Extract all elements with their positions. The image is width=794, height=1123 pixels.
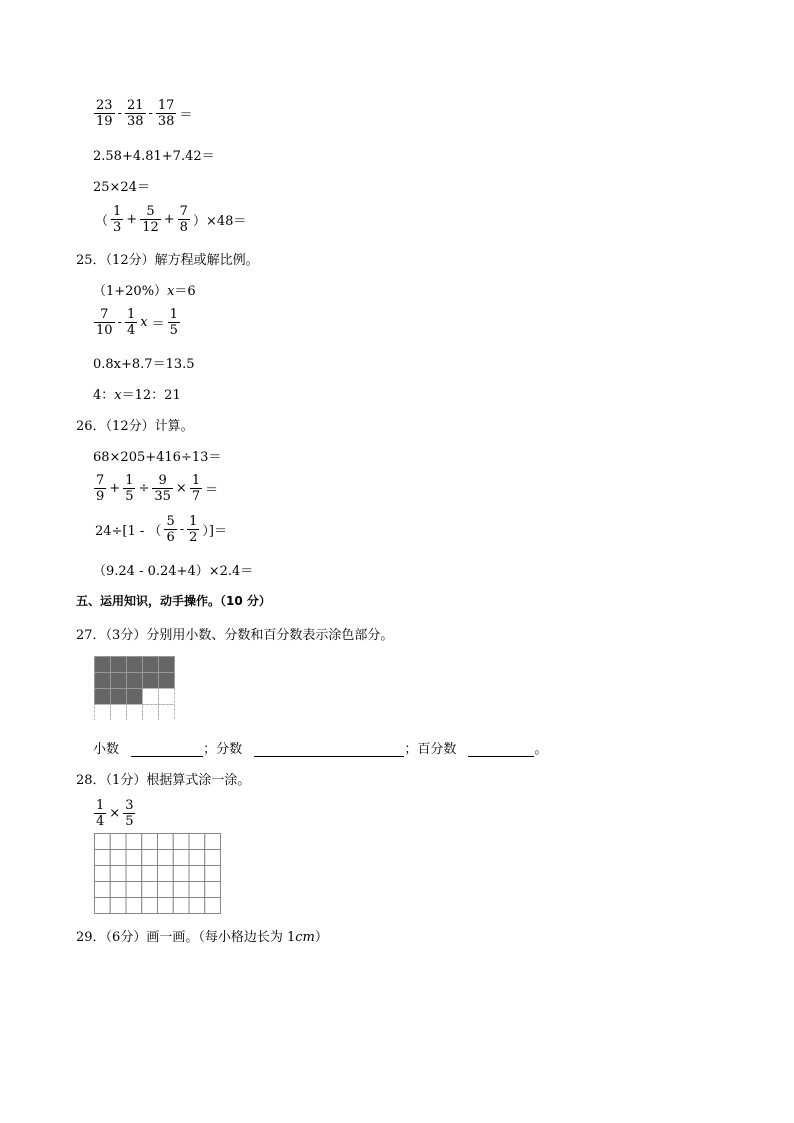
shaded-cell	[127, 689, 143, 705]
paren-close: ）×48＝	[192, 214, 247, 229]
operator: +	[109, 481, 121, 496]
q25-eq4	[93, 384, 181, 403]
eq-part: 4：	[93, 388, 115, 403]
empty-cell	[95, 705, 111, 721]
grid-cell[interactable]	[126, 898, 142, 914]
denominator: 7	[191, 489, 201, 504]
percent-blank[interactable]	[468, 742, 534, 757]
numerator: 17	[157, 98, 175, 113]
section-title: 五、运用知识，动手操作。（10 分）	[76, 594, 271, 608]
q28-expr	[93, 798, 136, 829]
operator: -	[117, 315, 122, 330]
q24-expr4	[93, 204, 248, 235]
variable: x	[114, 388, 122, 403]
fraction	[190, 473, 202, 504]
eq-part: ＝12：21	[121, 388, 181, 403]
grid-cell[interactable]	[189, 866, 205, 882]
denominator: 4	[126, 323, 136, 338]
numerator: 1	[125, 473, 134, 488]
grid-cell[interactable]	[173, 850, 189, 866]
fraction-blank[interactable]	[254, 742, 404, 757]
variable: x	[167, 284, 175, 299]
grid-cell[interactable]	[158, 850, 174, 866]
period: 。	[534, 742, 548, 757]
grid-cell[interactable]	[95, 898, 111, 914]
grid-cell[interactable]	[158, 866, 174, 882]
numerator: 1	[126, 307, 136, 322]
fraction	[94, 307, 115, 338]
grid-cell[interactable]	[173, 866, 189, 882]
grid-cell[interactable]	[126, 834, 142, 850]
grid-cell[interactable]	[126, 882, 142, 898]
grid-cell[interactable]	[95, 834, 111, 850]
numerator: 7	[96, 473, 105, 488]
q27-answer-line	[93, 738, 547, 757]
shaded-cell	[143, 657, 159, 673]
grid-cell[interactable]	[189, 850, 205, 866]
q24-expr3: 25×24＝	[93, 180, 150, 195]
grid-cell[interactable]	[205, 834, 221, 850]
numerator: 7	[179, 204, 188, 219]
numerator: 3	[125, 798, 134, 813]
numerator: 21	[126, 98, 144, 113]
fraction	[123, 473, 135, 504]
grid-cell[interactable]	[173, 898, 189, 914]
fraction	[140, 204, 161, 235]
denominator: 35	[154, 489, 171, 504]
denominator: 9	[96, 489, 105, 504]
unit: cm	[295, 930, 315, 945]
operator: +	[126, 212, 138, 227]
shaded-cell	[127, 657, 143, 673]
grid-cell[interactable]	[142, 834, 158, 850]
empty-cell	[127, 705, 143, 721]
eq-part: （1+20%）	[93, 284, 168, 299]
denominator: 3	[113, 220, 122, 235]
q26-expr4: （9.24 - 0.24+4）×2.4＝	[93, 564, 254, 579]
empty-cell	[159, 705, 175, 721]
numerator: 1	[169, 307, 178, 322]
fraction	[156, 98, 177, 129]
denominator: 5	[169, 323, 178, 338]
grid-cell[interactable]	[158, 882, 174, 898]
numerator: 23	[96, 98, 113, 113]
fraction	[125, 307, 137, 338]
grid-cell[interactable]	[158, 898, 174, 914]
shaded-cell	[127, 673, 143, 689]
eq-part: 24÷[1 - （	[95, 524, 162, 539]
grid-cell[interactable]	[205, 866, 221, 882]
grid-cell[interactable]	[205, 898, 221, 914]
shaded-grid	[94, 656, 176, 720]
denominator: 6	[166, 530, 175, 545]
grid-cell[interactable]	[110, 850, 126, 866]
fraction	[178, 204, 190, 235]
numerator: 1	[189, 514, 198, 529]
grid-cell[interactable]	[95, 882, 111, 898]
fraction	[123, 798, 135, 829]
shaded-cell	[111, 673, 127, 689]
grid-cell[interactable]	[110, 882, 126, 898]
grid-cell[interactable]	[142, 898, 158, 914]
grid-cell[interactable]	[95, 850, 111, 866]
operator: ×	[175, 481, 187, 496]
equals-sign: ＝	[205, 483, 219, 498]
grid-cell[interactable]	[189, 882, 205, 898]
shaded-cell	[159, 657, 175, 673]
numerator: 5	[140, 204, 161, 220]
q25-eq2	[93, 307, 181, 338]
grid-cell[interactable]	[110, 834, 126, 850]
q25-title: 25．（12分）解方程或解比例。	[76, 253, 259, 268]
grid-cell[interactable]	[126, 866, 142, 882]
empty-cell	[143, 689, 159, 705]
grid-cell[interactable]	[173, 882, 189, 898]
q25-eq3: 0.8x+8.7＝13.5	[93, 357, 195, 372]
eq-part: ）]＝	[202, 524, 227, 539]
shaded-cell	[95, 689, 111, 705]
fraction	[187, 514, 199, 545]
operator: ×	[109, 806, 121, 821]
fraction	[164, 514, 176, 545]
grid-cell[interactable]	[126, 850, 142, 866]
shaded-cell	[111, 689, 127, 705]
denominator: 38	[157, 114, 175, 129]
denominator: 2	[189, 530, 198, 545]
denominator: 5	[125, 489, 134, 504]
blank-grid[interactable]	[94, 833, 222, 915]
q29-title-text: 29．（6分）画一画。（每小格边长为 1	[76, 930, 296, 945]
fraction	[125, 98, 146, 129]
empty-cell	[143, 705, 159, 721]
empty-cell	[111, 705, 127, 721]
denominator: 5	[125, 814, 134, 829]
numerator: 5	[166, 514, 175, 529]
percent-label: ；百分数	[404, 742, 457, 757]
q28-title: 28．（1分）根据算式涂一涂。	[76, 773, 251, 788]
grid-cell[interactable]	[158, 834, 174, 850]
q29-title	[76, 926, 328, 945]
denominator: 12	[142, 220, 159, 235]
q27-title: 27．（3分）分别用小数、分数和百分数表示涂色部分。	[76, 628, 394, 643]
denominator: 10	[96, 323, 113, 338]
grid-cell[interactable]	[95, 866, 111, 882]
shaded-cell	[143, 673, 159, 689]
shaded-cell	[95, 657, 111, 673]
numerator: 1	[96, 798, 105, 813]
q25-eq1	[93, 280, 196, 299]
denominator: 8	[179, 220, 188, 235]
q26-expr1: 68×205+416÷13＝	[93, 450, 222, 465]
eq-part: ＝6	[174, 284, 196, 299]
operator: -	[148, 106, 153, 121]
grid-cell[interactable]	[189, 898, 205, 914]
numerator: 1	[113, 204, 122, 219]
denominator: 19	[96, 114, 113, 129]
shaded-cell	[95, 673, 111, 689]
empty-cell	[159, 689, 175, 705]
fraction	[111, 204, 123, 235]
denominator: 4	[96, 814, 105, 829]
decimal-label: 小数	[93, 742, 120, 757]
q26-expr2	[93, 473, 220, 504]
q26-title: 26．（12分）计算。	[76, 419, 194, 434]
fraction	[94, 798, 106, 829]
q24-expr2: 2.58+4.81+7.42＝	[93, 149, 215, 164]
variable: x	[140, 315, 148, 330]
fraction	[94, 98, 115, 129]
fraction	[94, 473, 106, 504]
grid-cell[interactable]	[205, 882, 221, 898]
numerator: 9	[152, 473, 173, 489]
grid-cell[interactable]	[142, 882, 158, 898]
numerator: 7	[94, 307, 115, 323]
grid-cell[interactable]	[142, 866, 158, 882]
q29-title-end: ）	[314, 930, 328, 945]
grid-cell[interactable]	[110, 866, 126, 882]
operator: ÷	[138, 481, 150, 496]
decimal-blank[interactable]	[131, 742, 203, 757]
q26-expr3	[93, 514, 229, 545]
denominator: 38	[126, 114, 144, 129]
grid-cell[interactable]	[142, 850, 158, 866]
q24-expr1	[93, 98, 194, 129]
fraction-label: ；分数	[203, 742, 243, 757]
numerator: 1	[191, 473, 201, 488]
grid-cell[interactable]	[110, 898, 126, 914]
paren: （	[95, 214, 109, 229]
fraction	[168, 307, 180, 338]
operator: -	[117, 106, 122, 121]
grid-cell[interactable]	[205, 850, 221, 866]
shaded-cell	[159, 673, 175, 689]
shaded-cell	[111, 657, 127, 673]
operator: -	[179, 522, 185, 537]
grid-cell[interactable]	[189, 834, 205, 850]
fraction	[152, 473, 173, 504]
grid-cell[interactable]	[173, 834, 189, 850]
equals-sign: ＝	[179, 108, 193, 123]
equals-sign: ＝	[151, 317, 165, 332]
operator: +	[163, 212, 175, 227]
